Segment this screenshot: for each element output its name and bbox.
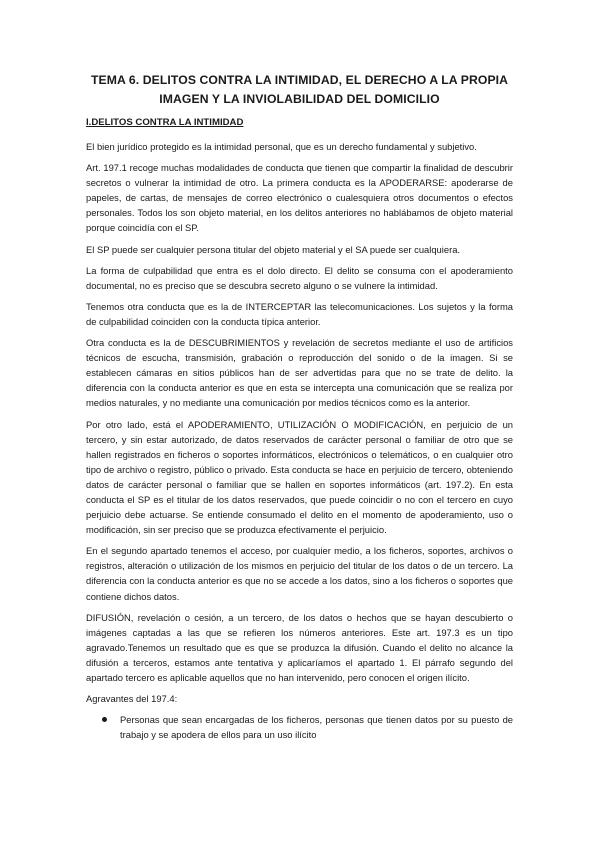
paragraph-bien-juridico: El bien jurídico protegido es la intimidad personal, que es un derecho fundamental y subjetivo. <box>86 141 477 152</box>
document-title <box>86 71 513 109</box>
list-item <box>86 712 513 742</box>
paragraph-difusion: DIFUSIÓN, revelación o cesión, a un tercero, de los datos o hechos que se hayan descubierto o imágenes captadas a las que se refieren los números anteriores. Este art. 197.3 es un tipo agravado.Tenemos un resultado que es que se produzca la difusión. Cuando el delito no alcance la difusión a terceros, estamos ante tentativa y aplicaríamos el apartado 1. El párrafo segundo del apartado tercero es aplicable aquellos que no han intervenido, pero conocen el origen ilícito. <box>86 611 513 683</box>
paragraph-culpabilidad: La forma de culpabilidad que entra es el dolo directo. El delito se consuma con el apoderamiento documental, no es preciso que se descubra secreto alguno o se vulnere la intimidad. <box>86 264 513 291</box>
section-heading: I.DELITOS CONTRA LA INTIMIDAD <box>86 117 244 128</box>
paragraph-sujetos: El SP puede ser cualquier persona titular del objeto material y el SA puede ser cualquiera. <box>86 243 461 255</box>
paragraph-agravantes: Agravantes del 197.4: <box>86 693 178 705</box>
agravantes-list <box>86 712 513 742</box>
title-line-1: TEMA 6. DELITOS CONTRA LA INTIMIDAD, EL DERECHO A LA PROPIA <box>90 73 509 87</box>
paragraph-interceptar: Tenemos otra conducta que es la de INTERCEPTAR las telecomunicaciones. Los sujetos y la forma de culpabilidad coinciden con la conducta típica anterior. <box>86 300 513 327</box>
paragraph-art-197-1: Art. 197.1 recoge muchas modalidades de conducta que tienen que compartir la finalidad de descubrir secretos o vulnerar la intimidad de otro. La primera conducta es la APODERARSE: apoderarse de papeles, de cartas, de mensajes de correo electrónico o cualesquiera otros documentos o efectos personales. Todos los son objeto material, en los delitos anteriores no hablábamos de objeto material porque coincidía con el SP. <box>86 162 513 234</box>
list-item-text: Personas que sean encargadas de los ficheros, personas que tienen datos por su puesto de trabajo y se apodera de ellos para un uso ilícito <box>120 714 513 741</box>
paragraph-segundo-apartado: En el segundo apartado tenemos el acceso, por cualquier medio, a los ficheros, soportes, archivos o registros, alteración o utilización de los mismos en perjuicio del titular de los datos o de un tercero. La diferencia con la conducta anterior es que no se accede a los datos, sino a los ficheros o soportes que contiene dichos datos. <box>86 545 513 602</box>
paragraph-apoderamiento: Por otro lado, está el APODERAMIENTO, UTILIZACIÓN O MODIFICACIÓN, en perjuicio de un tercero, y sin estar autorizado, de datos reservados de carácter personal o familiar de otro que se hallen registrados en ficheros o soportes informáticos, electrónicos o telemáticos, o en cualquier otro tipo de archivo o registro, público o privado. Esta conducta se hace en perjuicio de tercero, obteniendo datos de carácter personal o familiar que se hallen en soportes informáticos (art. 197.2). En esta conducta el SP es el titular de los datos reservados, que puede coincidir o no con el tercero en cuyo perjuicio debe actuarse. Se entiende consumado el delito en el momento de apoderamiento, uso o modificación, sin ser preciso que se produzca efectivamente el perjuicio. <box>86 418 513 536</box>
title-line-2: IMAGEN Y LA INVIOLABILIDAD DEL DOMICILIO <box>159 92 440 106</box>
paragraph-descubrimientos: Otra conducta es la de DESCUBRIMIENTOS y revelación de secretos mediante el uso de artificios técnicos de escucha, transmisión, grabación o reproducción del sonido o de la imagen. Si se establecen cámaras en sitios públicos han de ser advertidas para que no se trate de delito. la diferencia con la conducta anterior es que en esta se intercepta una comunicación que se realiza por medios naturales, y no mediante una comunicación por medios técnicos como es la anterior. <box>86 337 513 409</box>
bullet-icon <box>102 717 107 722</box>
